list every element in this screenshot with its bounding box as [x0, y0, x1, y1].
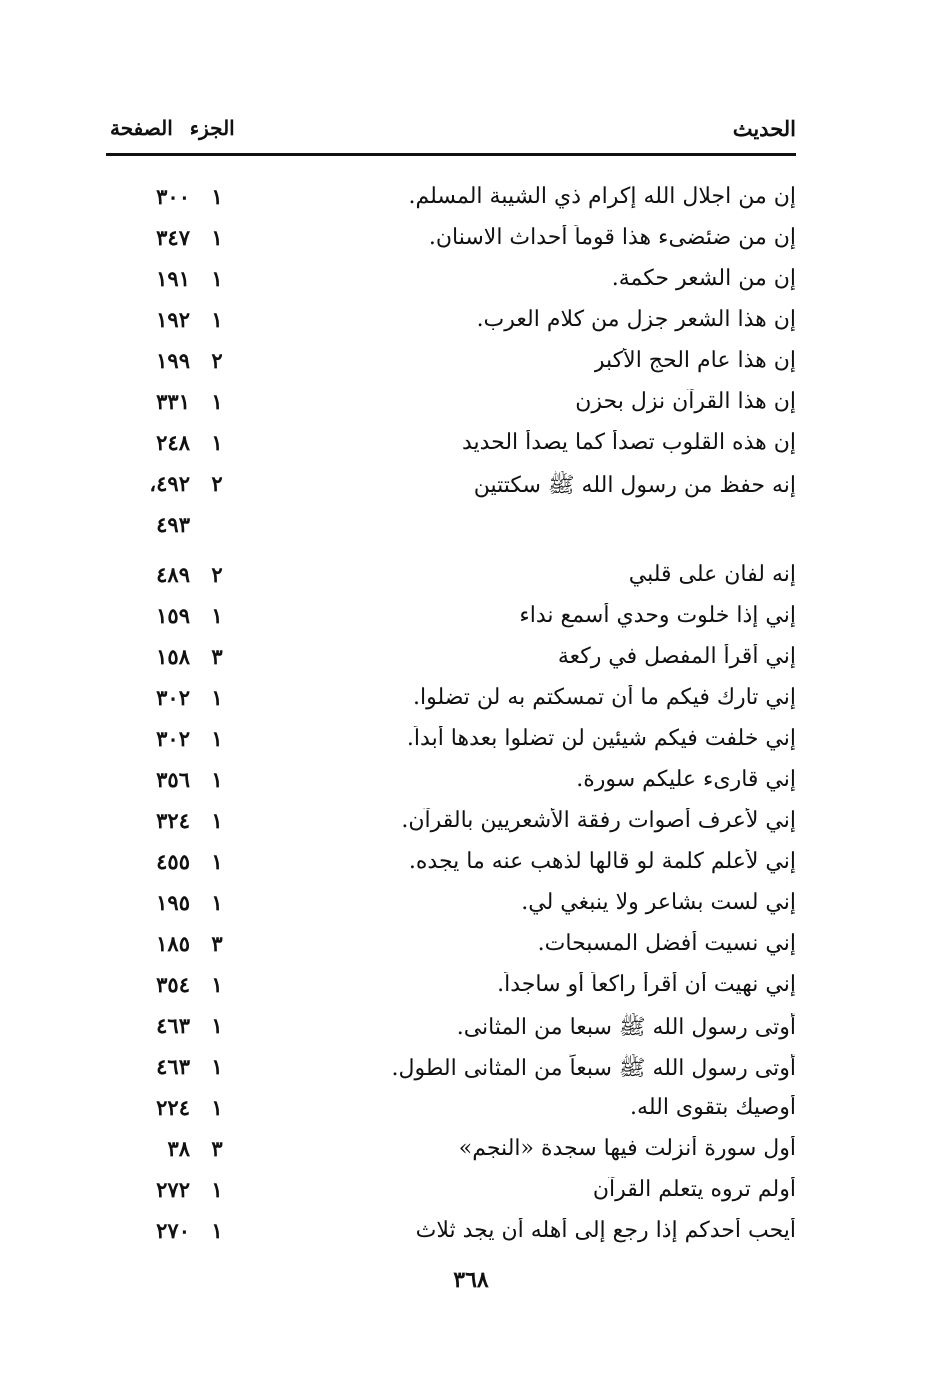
index-entry: [106, 344, 796, 385]
entry-hadith-text: إني لأعرف أصوات رفقة الأشعريين بالقرآن.: [401, 808, 796, 833]
entry-hadith-text: إنه حفظ من رسول الله ﷺ سكتتين: [473, 473, 796, 498]
page-number: ٣٦٨: [453, 1267, 489, 1293]
entry-juz-number: ١: [211, 430, 223, 455]
entry-juz-number: ١: [211, 1177, 223, 1202]
index-entry: [106, 886, 796, 927]
entry-hadith-text: إن هذا عام الحج الأكبر: [593, 348, 796, 373]
index-entry: [106, 467, 796, 508]
index-entry: [106, 1009, 796, 1050]
entry-hadith-text: أوتى رسول الله ﷺ سبعاً من المثانى الطول.: [391, 1056, 796, 1081]
entry-hadith-text: إن هذا القرآن نزل بحزن: [575, 389, 796, 414]
entry-page-number: ١٩٩: [156, 348, 190, 373]
entry-hadith-text: إن من ضئضىء هذا قوماً أحداث الاسنان.: [428, 225, 796, 250]
entry-page-number: ٤٩٣: [156, 512, 190, 537]
index-entry: [106, 558, 796, 599]
entry-hadith-text: أيحب أحدكم إذا رجع إلى أهله أن يجد ثلاث: [415, 1218, 796, 1243]
entry-hadith-text: إن هذه القلوب تصدأ كما يصدأ الحديد: [461, 430, 796, 455]
entry-juz-number: ١: [211, 726, 223, 751]
entry-page-number: ٤٦٣: [156, 1054, 190, 1079]
entry-hadith-text: إن هذا الشعر جزل من كلام العرب.: [476, 307, 796, 332]
entry-page-number: ٣٥٤: [156, 972, 190, 997]
index-entry: [106, 385, 796, 426]
entry-juz-number: ٢: [211, 471, 223, 496]
index-entry: [106, 640, 796, 681]
entry-juz-number: ٢: [211, 562, 223, 587]
entry-hadith-text: إنه لفان على قلبي: [628, 562, 796, 587]
entry-page-number: ٣٠٢: [156, 726, 190, 751]
entry-page-number: ٣٤٧: [156, 225, 190, 250]
entry-juz-number: ١: [211, 972, 223, 997]
index-entry: [106, 845, 796, 886]
entry-hadith-text: إني نسيت أفضل المسبحات.: [537, 931, 796, 956]
entry-hadith-text: إني لست بشاعر ولا ينبغي لي.: [521, 890, 796, 915]
index-entry: [106, 927, 796, 968]
entry-page-number: ٢٤٨: [156, 430, 190, 455]
entry-page-number: ١٥٩: [156, 603, 190, 628]
header-hadith-label: الحديث: [732, 116, 796, 141]
entry-juz-number: ١: [211, 767, 223, 792]
entry-hadith-text: أوصيك بتقوى الله.: [630, 1095, 796, 1120]
index-entry: [106, 722, 796, 763]
index-entry: [106, 804, 796, 845]
entry-page-number: ٣٣١: [156, 389, 190, 414]
entry-page-number: ١٨٥: [156, 931, 190, 956]
index-entry: [106, 1091, 796, 1132]
entry-page-number: ١٩١: [156, 266, 190, 291]
entry-juz-number: ٣: [211, 644, 223, 669]
entry-juz-number: ١: [211, 1013, 223, 1038]
entry-juz-number: ٣: [211, 931, 223, 956]
entry-juz-number: ١: [211, 266, 223, 291]
entry-hadith-text: إني إذا خلوت وحدي أسمع نداء: [519, 603, 796, 628]
entry-hadith-text: أول سورة أنزلت فيها سجدة «النجم»: [458, 1136, 796, 1161]
index-entry: [106, 303, 796, 344]
entry-page-number: ٣٥٦: [156, 767, 190, 792]
entry-page-number: ٤٦٣: [156, 1013, 190, 1038]
entry-juz-number: ١: [211, 184, 223, 209]
index-entry: [106, 426, 796, 467]
entry-hadith-text: أولم تروه يتعلم القرآن: [592, 1177, 796, 1202]
header-reference-labels: [110, 116, 235, 140]
entry-page-number: ٣٨: [167, 1136, 190, 1161]
header-page-label: الصفحة: [110, 116, 173, 140]
entry-hadith-text: إني نهيت أن أقرأ راكعاً أو ساجداً.: [497, 972, 796, 997]
index-entry: [106, 968, 796, 1009]
index-entry-continuation: [106, 508, 796, 558]
entry-juz-number: ١: [211, 1095, 223, 1120]
entry-page-number: ٢٢٤: [156, 1095, 190, 1120]
entry-page-number: ٢٧٢: [156, 1177, 190, 1202]
entry-page-number: ٤٨٩: [156, 562, 190, 587]
entry-hadith-text: إني أقرأ المفصل في ركعة: [557, 644, 796, 669]
entry-page-number: ٢٧٠: [156, 1218, 190, 1243]
entry-juz-number: ١: [211, 890, 223, 915]
index-entry: [106, 1214, 796, 1255]
index-entry: [106, 221, 796, 262]
entry-juz-number: ١: [211, 1054, 223, 1079]
index-entry: [106, 763, 796, 804]
entry-page-number: ٣٠٢: [156, 685, 190, 710]
entry-juz-number: ١: [211, 808, 223, 833]
entry-juz-number: ١: [211, 1218, 223, 1243]
entry-hadith-text: إني لأعلم كلمة لو قالها لذهب عنه ما يجده.: [408, 849, 796, 874]
entry-hadith-text: أوتى رسول الله ﷺ سبعا من المثانى.: [456, 1015, 796, 1040]
entry-hadith-text: إن من اجلال الله إكرام ذي الشيبة المسلم.: [408, 184, 796, 209]
entry-hadith-text: إني تارك فيكم ما أن تمسكتم به لن تضلوا.: [412, 685, 796, 710]
entry-page-number: ٣٢٤: [156, 808, 190, 833]
entry-hadith-text: إن من الشعر حكمة.: [611, 266, 796, 291]
index-entry: [106, 1173, 796, 1214]
entry-page-number: ١٩٢: [156, 307, 190, 332]
index-entry: [106, 681, 796, 722]
index-entry: [106, 1132, 796, 1173]
entry-hadith-text: إني قارىء عليكم سورة.: [576, 767, 796, 792]
entry-juz-number: ٣: [211, 1136, 223, 1161]
index-entry: [106, 180, 796, 221]
entry-page-number: ٤٥٥: [156, 849, 190, 874]
index-entry: [106, 262, 796, 303]
entry-page-number: ١٩٥: [156, 890, 190, 915]
header-juz-label: الجزء: [189, 116, 235, 140]
hadith-index-list: [106, 180, 796, 1255]
entry-juz-number: ٢: [211, 348, 223, 373]
entry-juz-number: ١: [211, 603, 223, 628]
entry-page-number: ١٥٨: [156, 644, 190, 669]
entry-page-number: ٣٠٠: [156, 184, 190, 209]
index-entry: [106, 1050, 796, 1091]
header-rule: [106, 153, 796, 156]
entry-juz-number: ١: [211, 389, 223, 414]
entry-juz-number: ١: [211, 225, 223, 250]
entry-juz-number: ١: [211, 685, 223, 710]
entry-juz-number: ١: [211, 307, 223, 332]
entry-page-number: ٤٩٢،: [149, 471, 190, 496]
entry-juz-number: ١: [211, 849, 223, 874]
column-header: [106, 112, 796, 152]
index-entry: [106, 599, 796, 640]
entry-hadith-text: إني خلفت فيكم شيئين لن تضلوا بعدها أبداً.: [406, 726, 796, 751]
